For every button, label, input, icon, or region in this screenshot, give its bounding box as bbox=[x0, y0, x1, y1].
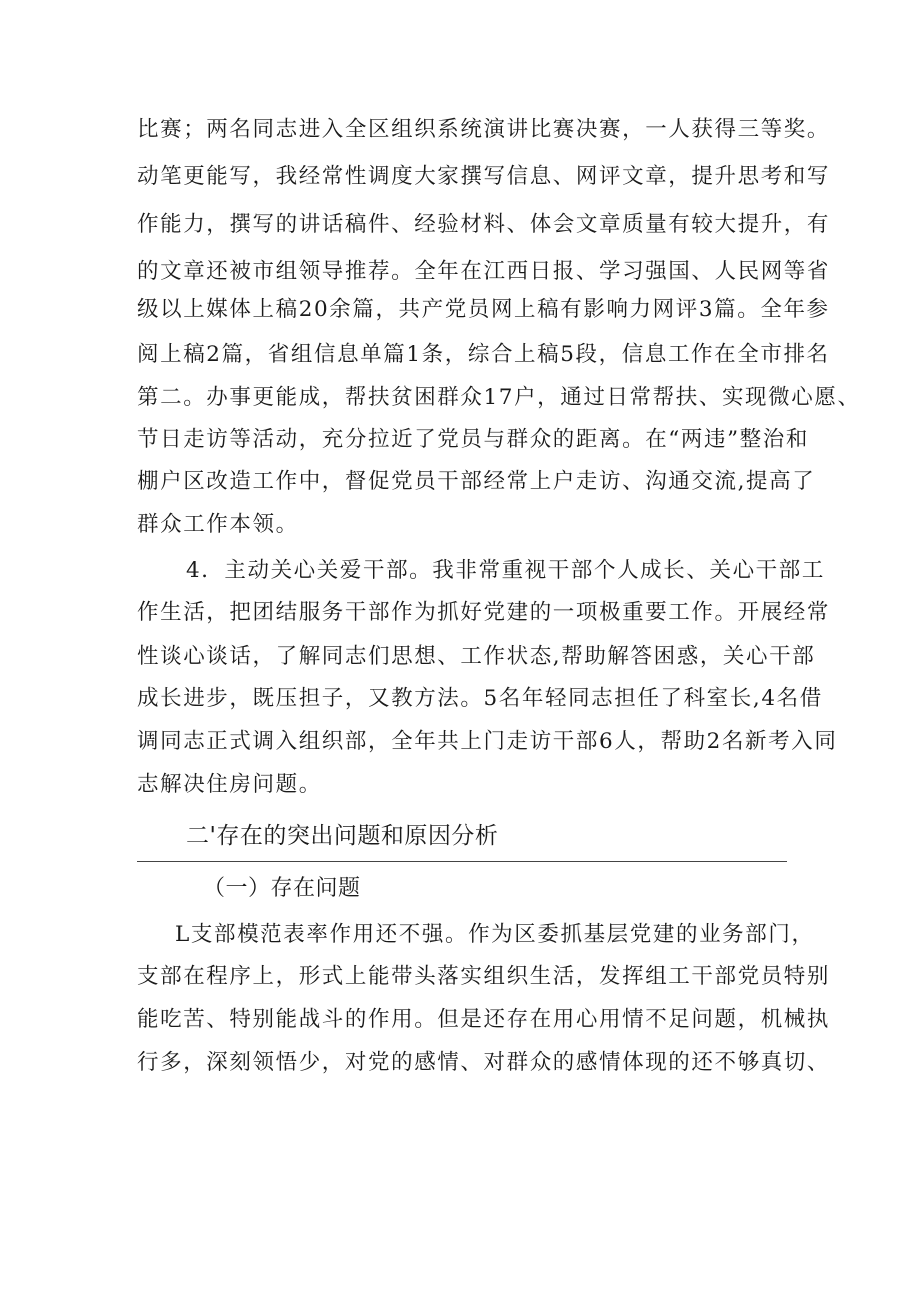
text-line: 阅上稿2篇，省组信息单篇1条，综合上稿5段，信息工作在全市排名 bbox=[137, 342, 830, 367]
text-line: 比赛；两名同志进入全区组织系统演讲比赛决赛，一人获得三等奖。 bbox=[137, 117, 831, 142]
divider bbox=[137, 861, 787, 862]
text-line: 性谈心谈话，了解同志们思想、工作状态,帮助解答困惑，关心干部 bbox=[137, 644, 816, 669]
text-line: 作能力，撰写的讲话稿件、经验材料、体会文章质量有较大提升，有 bbox=[137, 212, 831, 237]
text-line: 能吃苦、特别能战斗的作用。但是还存在用心用情不足问题，机械执 bbox=[137, 1007, 831, 1032]
text-line: 支部在程序上，形式上能带头落实组织生活，发挥组工干部党员特别 bbox=[137, 964, 831, 989]
text-line: 调同志正式调入组织部，全年共上门走访干部6人，帮助2名新考入同 bbox=[137, 729, 838, 754]
text-line: 成长进步，既压担子，又教方法。5名年轻同志担任了科室长,4名借 bbox=[137, 686, 823, 711]
text-line: 动笔更能写，我经常性调度大家撰写信息、网评文章，提升思考和写 bbox=[137, 164, 831, 189]
text-line: 第二。办事更能成，帮扶贫困群众17户，通过日常帮扶、实现微心愿、 bbox=[137, 385, 861, 410]
text-line: 4．主动关心关爱干部。我非常重视干部个人成长、关心干部工 bbox=[186, 558, 825, 583]
subsection-heading: （一）存在问题 bbox=[203, 876, 361, 901]
text-line: 志解决住房问题。 bbox=[137, 772, 322, 797]
text-line: 作生活，把团结服务干部作为抓好党建的一项极重要工作。开展经常 bbox=[137, 600, 831, 625]
text-line: 节日走访等活动，充分拉近了党员与群众的距离。在“两违”整治和 bbox=[137, 427, 809, 452]
text-line: 棚户区改造工作中，督促党员干部经常上户走访、沟通交流,提高了 bbox=[137, 469, 816, 494]
text-line: 的文章还被市组领导推荐。全年在江西日报、学习强国、人民网等省 bbox=[137, 259, 831, 284]
section-heading: 二'存在的突出问题和原因分析 bbox=[186, 823, 499, 849]
text-line: 行多，深刻领悟少，对党的感情、对群众的感情体现的还不够真切、 bbox=[137, 1050, 831, 1075]
text-line: 群众工作本领。 bbox=[137, 512, 299, 537]
text-line: 级以上媒体上稿20余篇，共产党员网上稿有影响力网评3篇。全年参 bbox=[137, 297, 830, 322]
text-line: L支部模范表率作用还不强。作为区委抓基层党建的业务部门， bbox=[175, 922, 815, 947]
